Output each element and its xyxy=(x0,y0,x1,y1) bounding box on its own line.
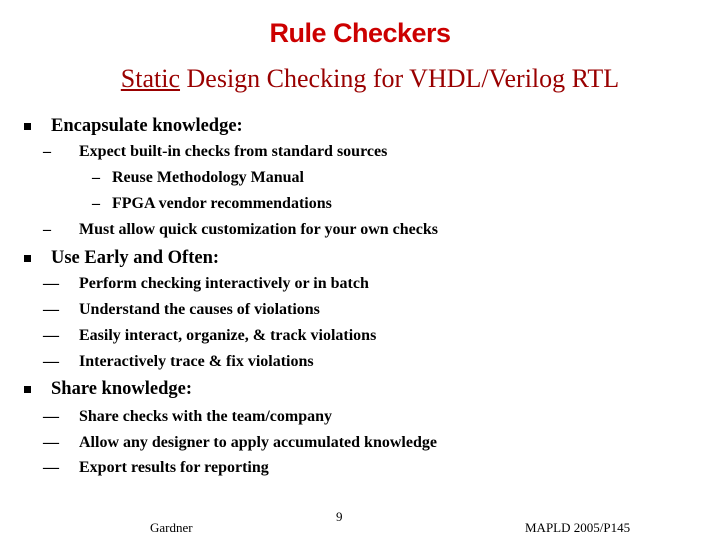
dash-icon: — xyxy=(43,301,59,318)
bullet-use-early-and-often xyxy=(24,248,219,269)
dash-icon: – xyxy=(43,143,51,160)
dash-icon: — xyxy=(43,353,59,370)
subtitle-underlined-word: Static xyxy=(120,64,181,93)
list-item: — Share checks with the team/company xyxy=(43,408,333,425)
bullet-encapsulate-knowledge xyxy=(24,116,243,137)
square-bullet-icon xyxy=(24,255,31,262)
dash-icon: – xyxy=(43,221,51,238)
footer-author: Gardner xyxy=(150,520,193,535)
slide-subtitle xyxy=(0,64,720,94)
bullet-label: Use Early and Often: xyxy=(51,248,220,268)
list-item: — Perform checking interactively or in batch xyxy=(43,275,369,292)
list-item: — Easily interact, organize, & track violations xyxy=(43,327,377,344)
square-bullet-icon xyxy=(24,386,31,393)
list-item: – Reuse Methodology Manual xyxy=(92,169,304,186)
dash-icon: — xyxy=(43,275,59,292)
square-bullet-icon xyxy=(24,123,31,130)
dash-icon: — xyxy=(43,434,59,451)
footer-reference: MAPLD 2005/P145 xyxy=(525,520,631,535)
dash-icon: — xyxy=(43,327,59,344)
slide-title: Rule Checkers xyxy=(269,18,451,48)
list-item: — Export results for reporting xyxy=(43,459,269,476)
footer-page-number: 9 xyxy=(336,509,343,524)
subtitle-rest: Design Checking for VHDL/Verilog RTL xyxy=(180,64,620,93)
bullet-label: Share knowledge: xyxy=(51,379,192,399)
dash-icon: – xyxy=(92,169,100,186)
bullet-share-knowledge xyxy=(24,379,192,400)
list-item: – FPGA vendor recommendations xyxy=(92,195,332,212)
list-item: — Interactively trace & fix violations xyxy=(43,353,314,370)
bullet-label: Encapsulate knowledge: xyxy=(51,116,243,136)
list-item: – Expect built-in checks from standard sources xyxy=(43,143,388,160)
dash-icon: — xyxy=(43,459,59,476)
list-item: – Must allow quick customization for your own checks xyxy=(43,221,438,238)
dash-icon: – xyxy=(92,195,100,212)
dash-icon: — xyxy=(43,408,59,425)
list-item: — Understand the causes of violations xyxy=(43,301,320,318)
list-item: — Allow any designer to apply accumulated knowledge xyxy=(43,434,437,451)
